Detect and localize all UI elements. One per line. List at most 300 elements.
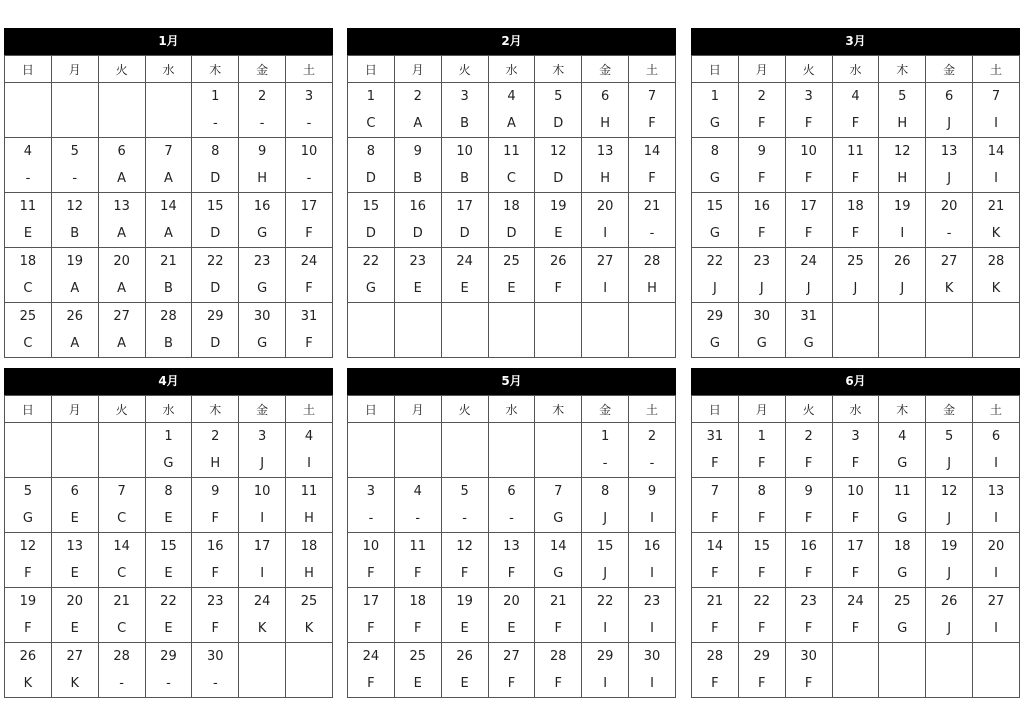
day-code: F	[851, 171, 860, 186]
day-number: 3	[851, 429, 860, 444]
weekday-label: 土	[629, 56, 676, 83]
day-cell	[192, 303, 239, 358]
day-number: 3	[460, 89, 469, 104]
day-number: 21	[113, 594, 130, 609]
day-number: 24	[847, 594, 864, 609]
day-number: 20	[596, 199, 614, 214]
day-cell	[582, 303, 629, 358]
day-code: -	[25, 171, 31, 186]
weekday-label: 火	[785, 396, 832, 423]
day-code: F	[305, 281, 313, 296]
day-cell	[348, 478, 395, 533]
day-code: A	[117, 171, 127, 186]
weekday-header-row	[5, 56, 333, 83]
day-cell	[926, 193, 973, 248]
day-cell	[239, 478, 286, 533]
day-code: F	[305, 226, 313, 241]
weekday-label: 金	[239, 396, 286, 423]
day-code: K	[23, 676, 33, 691]
weekday-label: 水	[832, 396, 879, 423]
day-number: 1	[601, 429, 610, 444]
day-cell	[441, 423, 488, 478]
day-code: F	[460, 566, 469, 581]
day-code: A	[117, 226, 127, 241]
day-number: 19	[19, 594, 37, 609]
month-grid	[4, 55, 333, 358]
day-code: J	[603, 566, 608, 581]
day-number: 5	[554, 89, 563, 104]
month-calendar	[347, 28, 676, 358]
day-number: 24	[300, 254, 318, 269]
day-number: 18	[894, 539, 911, 554]
day-cell	[192, 248, 239, 303]
day-code: J	[947, 566, 952, 581]
month-grid	[4, 395, 333, 698]
day-cell	[5, 303, 52, 358]
day-number	[286, 643, 332, 670]
day-code: F	[648, 116, 656, 131]
day-code: G	[897, 511, 908, 526]
day-cell	[832, 643, 879, 698]
day-cell	[973, 193, 1020, 248]
day-code: F	[851, 566, 860, 581]
day-number	[833, 643, 879, 670]
day-cell	[441, 83, 488, 138]
day-cell	[98, 193, 145, 248]
day-cell	[629, 303, 676, 358]
day-code: K	[944, 281, 954, 296]
day-number	[5, 83, 51, 110]
day-cell	[192, 423, 239, 478]
day-code	[879, 330, 925, 357]
day-code: F	[507, 676, 516, 691]
day-cell	[973, 83, 1020, 138]
day-number: 15	[596, 539, 614, 554]
day-code: I	[994, 171, 998, 186]
day-cell	[973, 138, 1020, 193]
month-calendar	[4, 368, 333, 698]
day-code	[973, 330, 1019, 357]
month-grid	[347, 55, 676, 358]
day-cell	[738, 303, 785, 358]
day-number: 10	[253, 484, 271, 499]
day-code: A	[70, 281, 80, 296]
day-code: E	[70, 511, 79, 526]
day-cell	[488, 138, 535, 193]
day-cell	[192, 138, 239, 193]
day-code: F	[851, 511, 860, 526]
day-cell	[926, 423, 973, 478]
day-code: A	[117, 281, 127, 296]
day-code	[395, 330, 441, 357]
day-code: F	[711, 456, 719, 471]
day-cell	[582, 643, 629, 698]
day-number: 18	[19, 254, 37, 269]
day-cell	[535, 533, 582, 588]
day-cell	[488, 478, 535, 533]
day-number: 3	[366, 484, 376, 499]
day-number: 20	[987, 539, 1005, 554]
day-code: G	[709, 116, 720, 131]
day-number: 5	[70, 144, 79, 159]
day-number: 6	[991, 429, 1001, 444]
week-row	[5, 533, 333, 588]
week-row	[5, 248, 333, 303]
day-number: 16	[409, 199, 427, 214]
day-number: 18	[847, 199, 864, 214]
day-code: I	[994, 566, 998, 581]
day-code	[535, 330, 581, 357]
day-code: E	[460, 281, 469, 296]
day-number: 27	[503, 649, 520, 664]
day-number: 28	[706, 649, 724, 664]
day-number: 1	[710, 89, 720, 104]
day-cell	[535, 303, 582, 358]
day-code: G	[709, 226, 720, 241]
week-row	[692, 138, 1020, 193]
day-number: 4	[851, 89, 860, 104]
day-code: F	[711, 566, 719, 581]
day-cell	[785, 248, 832, 303]
day-number: 22	[207, 254, 224, 269]
day-cell	[832, 478, 879, 533]
day-code: -	[415, 511, 421, 526]
day-number: 15	[160, 539, 177, 554]
day-number: 24	[362, 649, 380, 664]
day-number	[52, 423, 98, 450]
day-code: B	[413, 171, 423, 186]
day-cell	[535, 588, 582, 643]
day-cell	[832, 138, 879, 193]
weekday-label: 土	[286, 396, 333, 423]
day-cell	[926, 588, 973, 643]
day-number: 31	[300, 309, 318, 324]
day-number: 24	[456, 254, 473, 269]
week-row	[348, 303, 676, 358]
weekday-label: 金	[582, 56, 629, 83]
day-cell	[239, 588, 286, 643]
day-code: G	[257, 336, 268, 351]
day-cell	[629, 423, 676, 478]
day-cell	[973, 588, 1020, 643]
day-number: 12	[19, 539, 37, 554]
day-number	[879, 303, 925, 330]
day-code: J	[806, 281, 811, 296]
day-code: I	[260, 511, 265, 526]
day-code: F	[414, 621, 422, 636]
day-number: 8	[757, 484, 766, 499]
day-code: D	[365, 226, 376, 241]
day-cell	[51, 533, 98, 588]
day-number: 17	[362, 594, 380, 609]
day-cell	[488, 533, 535, 588]
day-cell	[5, 138, 52, 193]
day-cell	[785, 478, 832, 533]
day-number: 11	[503, 144, 520, 159]
day-cell	[738, 193, 785, 248]
day-code	[5, 450, 51, 477]
day-code: J	[947, 511, 952, 526]
day-code: G	[163, 456, 174, 471]
day-cell	[832, 193, 879, 248]
day-code: F	[851, 621, 860, 636]
day-number	[99, 83, 145, 110]
day-cell	[692, 423, 739, 478]
day-cell	[692, 138, 739, 193]
day-cell	[145, 588, 192, 643]
day-cell	[5, 248, 52, 303]
day-code: E	[460, 621, 469, 636]
day-number: 21	[987, 199, 1005, 214]
day-cell	[973, 303, 1020, 358]
day-code: -	[259, 116, 265, 131]
day-code: D	[210, 336, 221, 351]
day-code: E	[554, 226, 563, 241]
weekday-label: 日	[348, 56, 395, 83]
day-code: F	[305, 336, 313, 351]
day-cell	[51, 83, 98, 138]
day-cell	[535, 248, 582, 303]
day-code: F	[211, 566, 220, 581]
day-number	[348, 423, 394, 450]
day-code	[879, 670, 925, 697]
day-number: 19	[456, 594, 473, 609]
week-row	[5, 588, 333, 643]
day-number	[99, 423, 145, 450]
day-cell	[582, 248, 629, 303]
day-number: 6	[70, 484, 79, 499]
day-cell	[286, 423, 333, 478]
day-code: -	[462, 511, 467, 526]
day-number: 5	[460, 484, 469, 499]
day-code: B	[460, 116, 470, 131]
day-code: A	[507, 116, 516, 131]
day-number	[348, 303, 394, 330]
day-cell	[832, 248, 879, 303]
day-number: 13	[66, 539, 84, 554]
day-number: 12	[894, 144, 911, 159]
day-number: 28	[643, 254, 661, 269]
day-number: 29	[596, 649, 614, 664]
day-code	[442, 450, 488, 477]
day-number: 2	[211, 429, 220, 444]
day-cell	[286, 83, 333, 138]
day-code: F	[711, 676, 719, 691]
day-number: 18	[300, 539, 318, 554]
day-number: 25	[847, 254, 864, 269]
day-number: 7	[710, 484, 720, 499]
day-number	[442, 423, 488, 450]
day-code: I	[650, 676, 654, 691]
day-cell	[926, 643, 973, 698]
day-number: 23	[207, 594, 224, 609]
day-cell	[394, 303, 441, 358]
day-cell	[51, 303, 98, 358]
day-number: 6	[507, 484, 516, 499]
day-code: J	[947, 456, 952, 471]
day-number: 11	[409, 539, 427, 554]
day-code: E	[70, 566, 79, 581]
day-number: 22	[753, 594, 771, 609]
day-cell	[926, 83, 973, 138]
day-code: K	[257, 621, 267, 636]
week-row	[692, 193, 1020, 248]
day-cell	[348, 248, 395, 303]
day-cell	[785, 138, 832, 193]
day-number: 16	[753, 199, 771, 214]
weekday-label: 水	[488, 56, 535, 83]
day-cell	[879, 248, 926, 303]
weekday-label: 水	[488, 396, 535, 423]
weekday-label: 日	[5, 56, 52, 83]
day-cell	[535, 423, 582, 478]
day-cell	[832, 423, 879, 478]
day-number: 11	[847, 144, 864, 159]
week-row	[5, 478, 333, 533]
day-cell	[582, 138, 629, 193]
weekday-label: 火	[98, 396, 145, 423]
day-code	[52, 110, 98, 137]
day-cell	[239, 533, 286, 588]
weekday-label: 木	[192, 56, 239, 83]
day-code: K	[991, 281, 1001, 296]
day-code: G	[709, 336, 720, 351]
day-number: 22	[596, 594, 614, 609]
weekday-label: 金	[926, 56, 973, 83]
day-cell	[98, 83, 145, 138]
day-number: 26	[940, 594, 958, 609]
week-row	[692, 533, 1020, 588]
month-calendar	[4, 28, 333, 358]
day-code: I	[994, 456, 998, 471]
day-cell	[973, 248, 1020, 303]
day-code	[926, 330, 972, 357]
day-cell	[832, 83, 879, 138]
week-row	[692, 248, 1020, 303]
day-number: 12	[940, 484, 958, 499]
day-cell	[692, 303, 739, 358]
day-code	[442, 330, 488, 357]
week-row	[692, 303, 1020, 358]
day-code: K	[70, 676, 80, 691]
month-title: 2月	[347, 28, 676, 55]
day-number: 30	[253, 309, 271, 324]
day-cell	[785, 193, 832, 248]
day-number: 4	[304, 429, 314, 444]
day-number: 4	[898, 429, 907, 444]
day-number: 9	[258, 144, 267, 159]
weekday-label: 水	[145, 56, 192, 83]
day-code: H	[600, 171, 611, 186]
day-cell	[973, 423, 1020, 478]
day-number: 11	[300, 484, 318, 499]
day-code: F	[758, 456, 766, 471]
day-cell	[348, 303, 395, 358]
day-number: 30	[207, 649, 224, 664]
day-number: 23	[643, 594, 661, 609]
day-cell	[98, 533, 145, 588]
day-cell	[348, 138, 395, 193]
day-cell	[5, 193, 52, 248]
day-number: 3	[258, 429, 267, 444]
day-cell	[145, 643, 192, 698]
day-number	[926, 643, 972, 670]
day-cell	[145, 83, 192, 138]
day-code	[833, 670, 879, 697]
day-cell	[348, 423, 395, 478]
day-code	[52, 450, 98, 477]
day-code	[489, 330, 535, 357]
day-code: D	[210, 281, 221, 296]
weekday-label: 日	[692, 56, 739, 83]
day-code: D	[210, 171, 221, 186]
day-cell	[692, 83, 739, 138]
month-title: 1月	[4, 28, 333, 55]
day-code: G	[22, 511, 33, 526]
day-cell	[832, 303, 879, 358]
day-cell	[286, 193, 333, 248]
day-cell	[692, 478, 739, 533]
day-cell	[394, 643, 441, 698]
day-number: 18	[503, 199, 520, 214]
day-code: H	[304, 511, 314, 526]
day-code: C	[366, 116, 376, 131]
day-cell	[348, 83, 395, 138]
day-code: F	[554, 676, 563, 691]
day-code: A	[164, 171, 173, 186]
week-row	[5, 138, 333, 193]
week-row	[348, 248, 676, 303]
day-code: -	[602, 456, 608, 471]
day-code: F	[804, 116, 813, 131]
day-number: 14	[987, 144, 1005, 159]
day-code	[146, 110, 192, 137]
day-cell	[738, 533, 785, 588]
day-code: G	[897, 456, 908, 471]
day-code: H	[304, 566, 314, 581]
day-cell	[738, 248, 785, 303]
weekday-label: 火	[98, 56, 145, 83]
day-code	[239, 670, 285, 697]
day-cell	[239, 193, 286, 248]
day-number: 10	[362, 539, 380, 554]
day-code: -	[509, 511, 514, 526]
day-cell	[441, 193, 488, 248]
day-number	[489, 423, 535, 450]
day-cell	[488, 83, 535, 138]
day-number: 20	[66, 594, 84, 609]
day-code: D	[553, 171, 564, 186]
day-cell	[192, 193, 239, 248]
day-cell	[785, 83, 832, 138]
weekday-label: 木	[192, 396, 239, 423]
day-cell	[145, 193, 192, 248]
day-cell	[879, 643, 926, 698]
day-number: 20	[503, 594, 520, 609]
day-cell	[926, 533, 973, 588]
day-number: 21	[643, 199, 661, 214]
day-cell	[785, 643, 832, 698]
day-cell	[192, 588, 239, 643]
day-cell	[145, 423, 192, 478]
day-cell	[832, 588, 879, 643]
day-number: 10	[800, 144, 817, 159]
week-row	[348, 83, 676, 138]
day-cell	[692, 588, 739, 643]
day-number: 14	[706, 539, 724, 554]
day-code: -	[119, 676, 124, 691]
day-code	[535, 450, 581, 477]
